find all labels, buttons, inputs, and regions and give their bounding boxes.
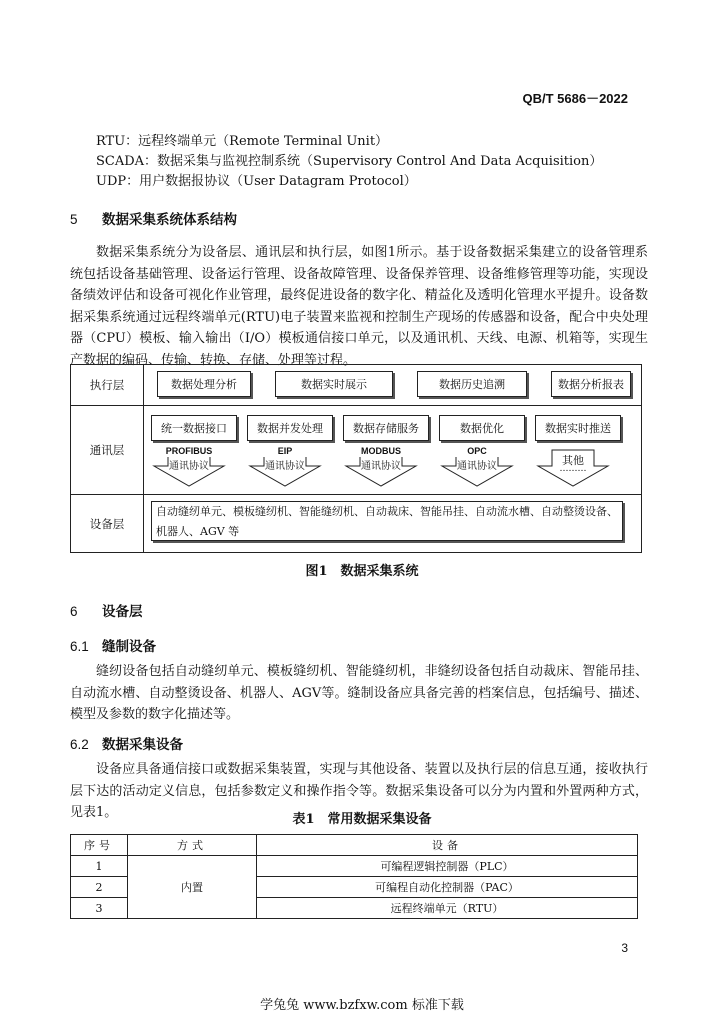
protocol-name: MODBUS (344, 446, 418, 457)
figure-caption: 图1 数据采集系统 (305, 564, 419, 579)
section-number: 6.2 (70, 737, 89, 752)
protocol-arrow (248, 446, 322, 488)
section-6-1-paragraph: 缝纫设备包括自动缝纫单元、模板缝纫机、智能缝纫机，非缝纫设备包括自动裁床、智能吊挂、自动流水槽、自动整烫设备、机器人、AGV等。缝制设备应具备完善的档案信息，包括编号、描述、模型及参数的数字化描述等。 (70, 664, 648, 722)
protocol-arrow (344, 446, 418, 488)
exec-box: 数据处理分析 (157, 371, 251, 397)
protocol-arrow (152, 446, 226, 488)
section-6-2-heading (70, 733, 183, 753)
table-header: 方式 (128, 835, 257, 856)
protocol-other-dots: ……… (559, 464, 587, 474)
comm-layer-row (71, 406, 641, 495)
section-5-heading (70, 208, 237, 228)
equipment-table (70, 834, 638, 919)
section-6-2-paragraph: 设备应具备通信接口或数据采集装置，实现与其他设备、装置以及执行层的信息互通，接收执行层下达的活动定义信息，包括参数定义和操作指令等。数据采集设备可以分为内置和外置两种方式，见表1。 (70, 762, 648, 820)
data-acquisition-figure (70, 364, 642, 553)
device-layer-label: 设备层 (71, 495, 144, 552)
table-header: 设备 (257, 835, 638, 856)
download-footer[interactable]: 学兔兔 www.bzfxw.com 标准下载 (260, 998, 464, 1013)
section-number: 6 (70, 604, 78, 619)
exec-box: 数据历史追溯 (417, 371, 527, 397)
protocol-sub: 通讯协议 (169, 461, 209, 472)
protocol-arrow (536, 446, 610, 488)
section-6-1-heading (70, 635, 156, 655)
abbreviation-scada: SCADA：数据采集与监视控制系统（Supervisory Control And Data Acquisition） (96, 154, 603, 169)
row-number: 1 (71, 856, 128, 877)
device-cell: 可编程逻辑控制器（PLC） (257, 856, 638, 877)
standard-id: QB/T 5686－2022 (522, 91, 628, 106)
exec-box: 数据实时展示 (275, 371, 393, 397)
section-title: 缝制设备 (102, 639, 156, 655)
comm-box: 数据并发处理 (247, 415, 333, 441)
table-header-row (71, 835, 638, 856)
section-title: 数据采集设备 (102, 737, 183, 753)
device-layer-row (71, 495, 641, 552)
exec-box: 数据分析报表 (551, 371, 631, 397)
row-number: 3 (71, 898, 128, 919)
abbreviation-udp: UDP：用户数据报协议（User Datagram Protocol） (96, 174, 417, 189)
section-6-heading (70, 600, 143, 620)
abbreviation-rtu: RTU：远程终端单元（Remote Terminal Unit） (96, 134, 389, 149)
section-title: 设备层 (102, 604, 143, 620)
device-cell: 远程终端单元（RTU） (257, 898, 638, 919)
row-number: 2 (71, 877, 128, 898)
table-header: 序号 (71, 835, 128, 856)
comm-box: 数据优化 (439, 415, 525, 441)
comm-box: 数据存储服务 (343, 415, 429, 441)
protocol-sub: 通讯协议 (361, 461, 401, 472)
comm-box: 统一数据接口 (151, 415, 237, 441)
protocol-other: 其他 (562, 454, 584, 467)
table-caption: 表1 常用数据采集设备 (292, 812, 432, 827)
table-row (71, 856, 638, 877)
section-title: 数据采集系统体系结构 (102, 212, 237, 228)
section-number: 5 (70, 212, 78, 227)
device-list-box: 自动缝纫单元、模板缝纫机、智能缝纫机、自动裁床、智能吊挂、自动流水槽、自动整烫设备、机器人、AGV 等 (151, 501, 623, 541)
comm-box: 数据实时推送 (535, 415, 621, 441)
protocol-name: EIP (248, 446, 322, 457)
device-cell: 可编程自动化控制器（PAC） (257, 877, 638, 898)
exec-layer-row (71, 365, 641, 406)
protocol-sub: 通讯协议 (457, 461, 497, 472)
section-number: 6.1 (70, 639, 89, 654)
protocol-name: OPC (440, 446, 514, 457)
protocol-sub: 通讯协议 (265, 461, 305, 472)
exec-layer-label: 执行层 (71, 365, 144, 405)
comm-layer-label: 通讯层 (71, 406, 144, 494)
protocol-name: PROFIBUS (152, 446, 226, 457)
protocol-arrow (440, 446, 514, 488)
method-cell: 内置 (128, 856, 257, 919)
section-5-paragraph: 数据采集系统分为设备层、通讯层和执行层，如图1所示。基于设备数据采集建立的设备管理系统包括设备基础管理、设备运行管理、设备故障管理、设备保养管理、设备维修管理等功能，实现设备绩效评估和设备可视化作业管理，最终促进设备的数字化、精益化及透明化管理水平提升。设备数据采集系统通过远程终端单元(RTU)电子装置来监视和控制生产现场的传感器和设备，配合中央处理器（CPU）模板、输入输出（I/O）模板通信接口单元，以及通讯机、天线、电源、机箱等，实现生产数据的编码、传输、转换、存储、处理等过程。 (70, 245, 648, 368)
page-number: 3 (621, 941, 628, 955)
